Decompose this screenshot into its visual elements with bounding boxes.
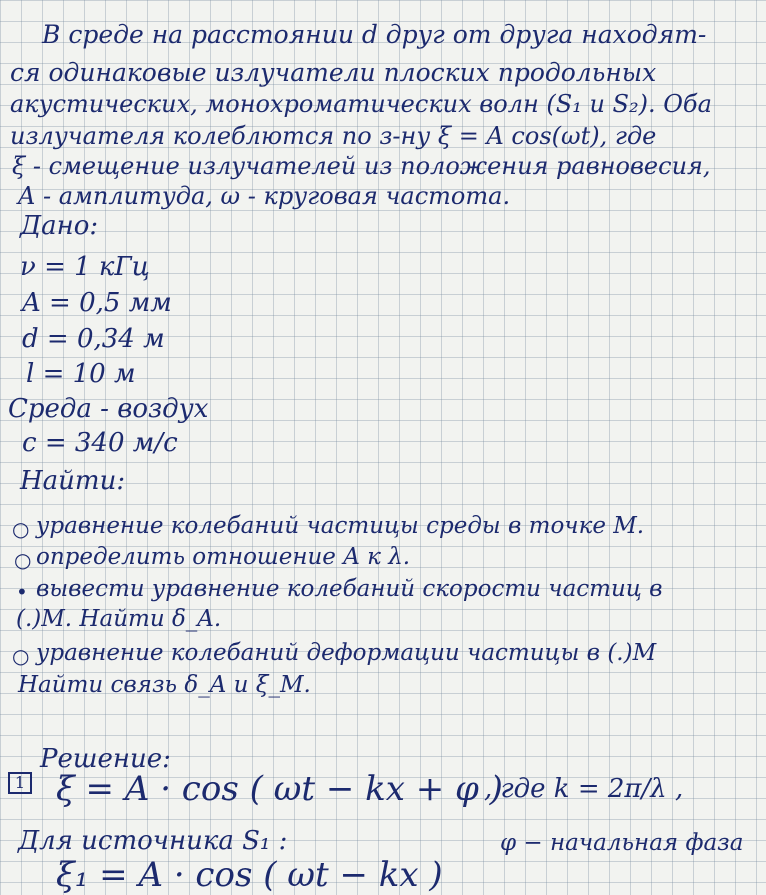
bullet-icon: ○ (12, 644, 30, 668)
initial-phase-note: φ − начальная фаза (500, 830, 744, 856)
intro-line-5: ξ - смещение излучателей из положения равновесия, (12, 152, 711, 180)
wave-equation-note: , где k = 2π/λ , (484, 774, 684, 804)
wave-equation-s1: ξ₁ = A · cos ( ωt − kx ) (56, 855, 443, 895)
intro-line-6: A - амплитуда, ω - круговая частота. (18, 182, 511, 210)
find-item-3-cont: (.)M. Найти δ_A. (16, 606, 222, 632)
given-distance-l: l = 10 м (26, 359, 136, 389)
intro-line-2: ся одинаковые излучатели плоских продольных (10, 58, 657, 87)
intro-line-1: В среде на расстоянии d друг от друга находят- (42, 20, 707, 49)
find-heading: Найти: (20, 466, 126, 496)
given-medium: Среда - воздух (8, 394, 209, 424)
given-distance-d: d = 0,34 м (22, 324, 165, 354)
bullet-icon: ○ (14, 548, 32, 572)
intro-line-4: излучателя колеблются по з-ну ξ = A cos(ωt), где (10, 122, 657, 150)
solution-heading: Решение: (40, 744, 171, 774)
find-item-4: уравнение колебаний деформации частицы в (.)M (36, 640, 657, 666)
given-heading: Дано: (20, 211, 99, 241)
step-number-box: 1 (8, 772, 32, 794)
wave-equation: ξ = A · cos ( ωt − kx + φ ) (56, 769, 503, 809)
intro-line-3: акустических, монохроматических волн (S₁ и S₂). Оба (10, 90, 712, 118)
find-item-1: уравнение колебаний частицы среды в точке M. (36, 513, 645, 539)
source-s1-line: Для источника S₁ : (18, 826, 288, 856)
given-sound-speed: c = 340 м/с (22, 428, 178, 458)
bullet-icon: ○ (12, 517, 30, 541)
bullet-icon: • (16, 580, 28, 604)
find-item-3: вывести уравнение колебаний скорости частиц в (36, 576, 663, 602)
given-frequency: ν = 1 кГц (20, 252, 150, 282)
find-item-2: определить отношение A к λ. (36, 544, 411, 570)
given-amplitude: A = 0,5 мм (22, 288, 172, 318)
find-item-4-cont: Найти связь δ_A и ξ_M. (18, 672, 311, 698)
